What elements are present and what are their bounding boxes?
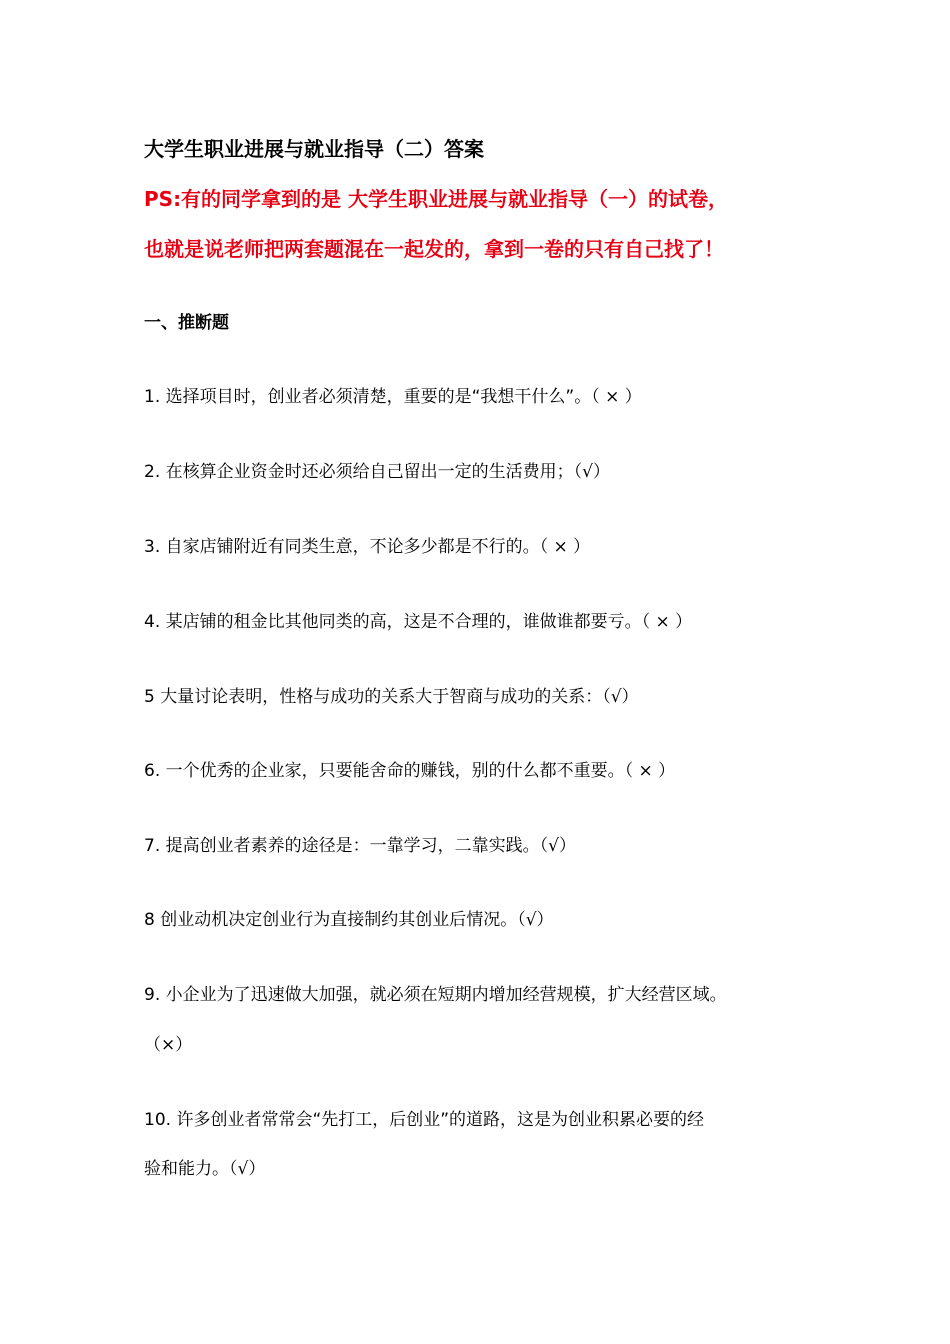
question-2: 2. 在核算企业资金时还必须给自己留出一定的生活费用；（√） [144, 462, 610, 482]
section-heading: 一、推断题 [144, 313, 229, 333]
question-3: 3. 自家店铺附近有同类生意，不论多少都是不行的。（ × ） [144, 537, 591, 557]
question-5: 5 大量讨论表明，性格与成功的关系大于智商与成功的关系：（√） [144, 687, 639, 707]
question-7: 7. 提高创业者素养的途径是：一靠学习，二靠实践。（√） [144, 836, 576, 856]
question-9: 9. 小企业为了迅速做大加强，就必须在短期内增加经营规模，扩大经营区域。 [144, 985, 727, 1005]
question-9-answer: （×） [144, 1035, 193, 1055]
notice-line-1: PS:有的同学拿到的是 大学生职业进展与就业指导（一）的试卷， [144, 187, 729, 211]
question-10-continued: 验和能力。（√） [144, 1159, 266, 1179]
document-title: 大学生职业进展与就业指导（二）答案 [144, 137, 484, 161]
question-6: 6. 一个优秀的企业家，只要能舍命的赚钱，别的什么都不重要。（ × ） [144, 761, 676, 781]
question-8: 8 创业动机决定创业行为直接制约其创业后情况。（√） [144, 910, 554, 930]
notice-line-2: 也就是说老师把两套题混在一起发的，拿到一卷的只有自己找了！ [144, 237, 724, 261]
question-4: 4. 某店铺的租金比其他同类的高，这是不合理的，谁做谁都要亏。（ × ） [144, 612, 693, 632]
question-1: 1. 选择项目时，创业者必须清楚，重要的是“我想干什么”。（ × ） [144, 387, 642, 407]
question-10: 10. 许多创业者常常会“先打工，后创业”的道路，这是为创业积累必要的经 [144, 1110, 705, 1130]
